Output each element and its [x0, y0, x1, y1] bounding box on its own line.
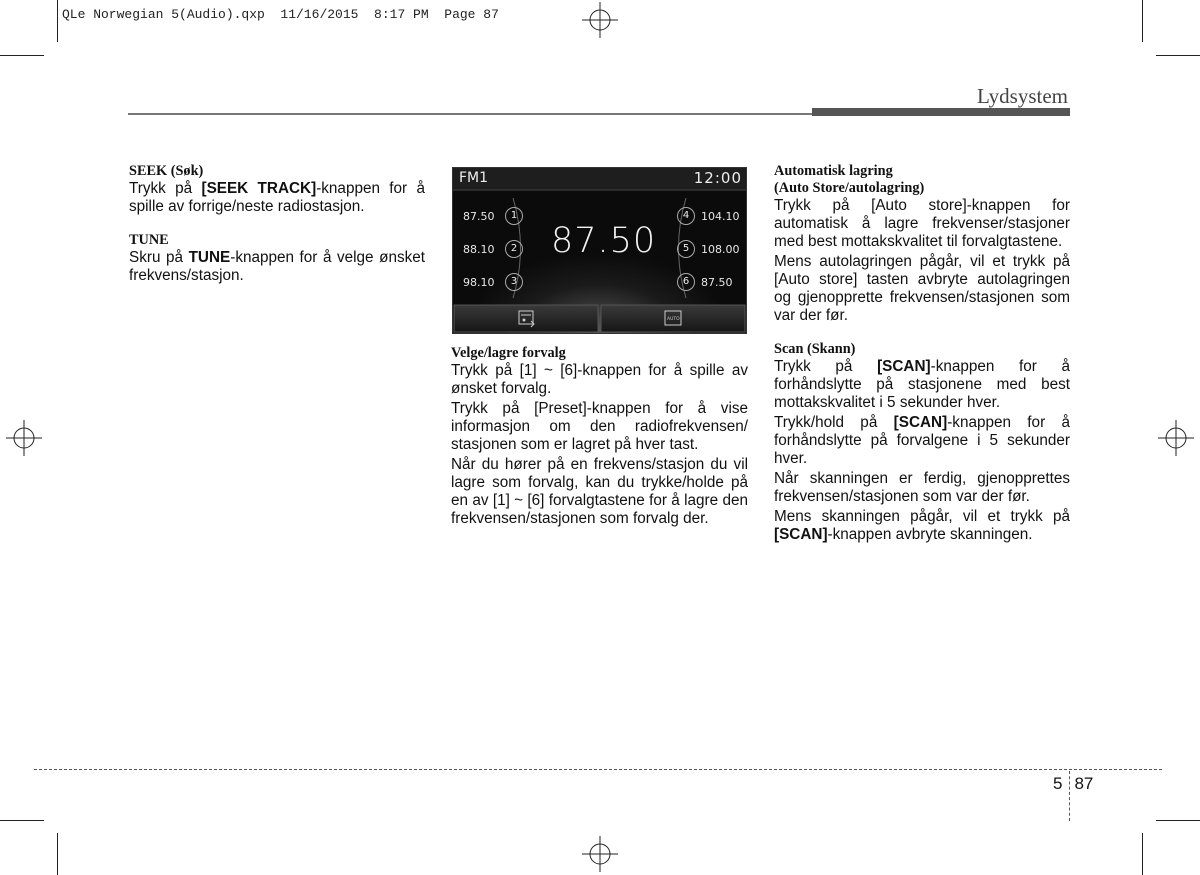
band-label: FM1 [459, 170, 489, 186]
column-1 [129, 163, 425, 287]
autostore-heading: Automatisk lagring [774, 163, 893, 179]
text-run: Trykk på [129, 180, 202, 197]
crop-mark [57, 0, 58, 42]
scan-text-1 [774, 358, 1070, 412]
current-frequency: 87.50 [551, 221, 657, 261]
preset-heading: Velge/lagre forvalg [451, 345, 566, 361]
tune-heading: TUNE [129, 232, 169, 248]
text-run: Trykk på [774, 358, 878, 375]
preset-frequency: 87.50 [463, 210, 495, 223]
text-run: -knappen for å velge ønsket frekvens/stasjon. [129, 249, 426, 284]
crop-mark [1142, 0, 1143, 42]
seek-heading: SEEK (Søk) [129, 163, 204, 179]
section-header: Lydsystem [976, 84, 1068, 108]
clock-label: 12:00 [693, 169, 742, 187]
preset-button-4[interactable]: 4 [677, 207, 695, 225]
preset-text-1: Trykk på [1] ~ [6]-knappen for å spille av ønsket forvalg. [451, 362, 748, 397]
header-rule-bar [812, 108, 1070, 116]
seek-text [129, 180, 425, 216]
scan-key: [SCAN] [774, 526, 828, 543]
registration-mark-bottom [582, 836, 618, 872]
crop-mark [1156, 55, 1200, 56]
preset-text-2: Trykk på [Preset]-knappen for å vise informasjon om den radiofrekvensen/ stasjonen som er lagret på hver tast. [451, 400, 748, 453]
autostore-text-1: Trykk på [Auto store]-knappen for automatisk å lagre frekvenser/stasjoner med best mottakskvalitet til forvalgtastene. [774, 197, 1070, 250]
page-number-value: 87 [1074, 774, 1094, 793]
print-slug: QLe Norwegian 5(Audio).qxp 11/16/2015 8:17 PM Page 87 [62, 7, 499, 22]
scan-heading: Scan (Skann) [774, 341, 856, 357]
text-run: -knappen for å spille av forrige/neste radiostasjon. [129, 180, 425, 215]
scan-text-3: Når skanningen er ferdig, gjenopprettes frekvensen/stasjonen som var der før. [774, 470, 1070, 505]
preset-frequency: 98.10 [463, 276, 495, 289]
preset-frequency: 87.50 [701, 276, 733, 289]
preset-frequency: 108.00 [701, 243, 740, 256]
scan-text-4 [774, 508, 1070, 544]
column-3 [774, 163, 1070, 546]
crop-mark [1156, 820, 1200, 821]
text-run: -knappen for å forhåndslytte på stasjonene med best mottakskvalitet i 5 sekunder hver. [774, 358, 1070, 411]
preset-frequency: 104.10 [701, 210, 740, 223]
text-run: Trykk/hold på [774, 414, 894, 431]
page-number [1053, 774, 1093, 794]
registration-mark-top [582, 2, 618, 38]
tune-key: TUNE [188, 249, 231, 266]
tune-text [129, 249, 425, 285]
scan-key: [SCAN] [877, 358, 931, 375]
scan-key: [SCAN] [893, 414, 948, 431]
preset-frequency: 88.10 [463, 243, 495, 256]
crop-mark [0, 820, 44, 821]
registration-mark-left [6, 420, 42, 456]
text-run: Mens skanningen pågår, vil et trykk på [774, 508, 1070, 525]
seek-key: [SEEK TRACK] [201, 180, 317, 197]
preset-button-2[interactable]: 2 [505, 240, 523, 258]
preset-button-5[interactable]: 5 [677, 240, 695, 258]
preset-button-3[interactable]: 3 [505, 273, 523, 291]
column-2 [451, 345, 748, 530]
footer-rule [34, 769, 1162, 770]
text-run: -knappen avbryte skanningen. [827, 526, 1033, 543]
crop-mark [57, 833, 58, 875]
autostore-subheading: (Auto Store/autolagring) [774, 180, 925, 196]
crop-mark [0, 55, 44, 56]
text-run: -knappen for å forhåndslytte på forvalgene i 5 sekunder hver. [774, 414, 1070, 467]
crop-mark [1142, 833, 1143, 875]
registration-mark-right [1158, 420, 1194, 456]
auto-store-label: AUTO [667, 317, 680, 322]
preset-button-6[interactable]: 6 [677, 273, 695, 291]
chapter-number: 5 [1053, 774, 1063, 793]
scan-text-2 [774, 414, 1070, 468]
preset-text-3: Når du hører på en frekvens/stasjon du vil lagre som forvalg, kan du trykke/holde på en av [1] ~ [6] forvalgtastene for å lagre den frekvensen/stasjonen som forvalg der. [451, 456, 748, 527]
radio-screen-image [452, 167, 747, 334]
header-rule [128, 113, 812, 115]
text-run: Skru på [129, 249, 189, 266]
autostore-text-2: Mens autolagringen pågår, vil et trykk på [Auto store] tasten avbryte autolagringen og gjenopprette frekvensen/stasjonen som var der før. [774, 253, 1070, 324]
preset-button-1[interactable]: 1 [505, 207, 523, 225]
